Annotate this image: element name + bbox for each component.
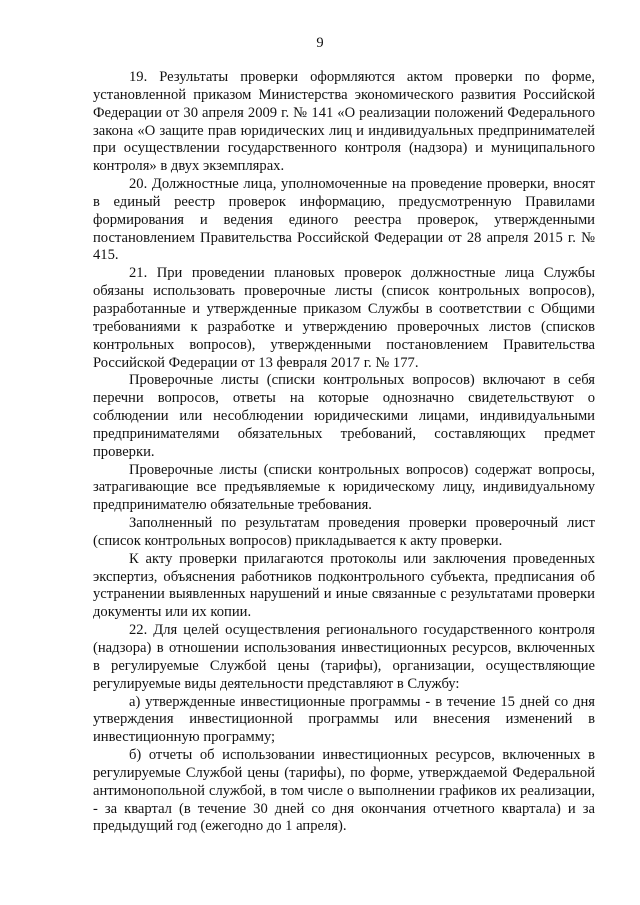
paragraph-21: 21. При проведении плановых проверок должностные лица Службы обязаны использовать проверочные листы (список контрольных вопросов), разработанные и утвержденные приказом Службы в соответствии с Общими требованиями к разработке и утверждению проверочных листов (списков контрольных вопросов), утвержденными постановлением Правительства Российской Федерации от 13 февраля 2017 г. № 177. — [93, 265, 595, 371]
paragraph-checklist-questions: Проверочные листы (списки контрольных вопросов) содержат вопросы, затрагивающие все предъявляемые к юридическому лицу, индивидуальному предпринимателю обязательные требования. — [93, 461, 595, 514]
paragraph-act-attachments: К акту проверки прилагаются протоколы или заключения проведенных экспертиз, объяснения работников подконтрольного субъекта, предписания об устранении выявленных нарушений и иные связанные с результатами проверки документы или их копии. — [93, 550, 595, 621]
paragraph-20: 20. Должностные лица, уполномоченные на проведение проверки, вносят в единый реестр проверок информацию, предусмотренную Правилами формирования и ведения единого реестра проверок, утвержденными постановлением Правительства Российской Федерации от 28 апреля 2015 г. № 415. — [93, 176, 595, 264]
paragraph-checklist-content: Проверочные листы (списки контрольных вопросов) включают в себя перечни вопросов, ответы на которые однозначно свидетельствуют о соблюдении или несоблюдении юридическими лицами, индивидуальными предпринимателями обязательных требований, составляющих предмет проверки. — [93, 372, 595, 460]
paragraph-22-a: а) утвержденные инвестиционные программы - в течение 15 дней со дня утверждения инвестиционной программы или внесения изменений в инвестиционную программу; — [93, 693, 595, 746]
page-number: 9 — [316, 35, 324, 51]
document-body — [93, 69, 595, 836]
paragraph-19: 19. Результаты проверки оформляются актом проверки по форме, установленной приказом Министерства экономического развития Российской Федерации от 30 апреля 2009 г. № 141 «О реализации положений Федерального закона «О защите прав юридических лиц и индивидуальных предпринимателей при осуществлении государственного контроля (надзора) и муниципального контроля» в двух экземплярах. — [93, 69, 595, 175]
paragraph-22: 22. Для целей осуществления регионального государственного контроля (надзора) в отношении использования инвестиционных ресурсов, включенных в регулируемые Службой цены (тарифы), организации, осуществляющие регулируемые виды деятельности представляют в Службу: — [93, 622, 595, 692]
paragraph-filled-checklist: Заполненный по результатам проведения проверки проверочный лист (список контрольных вопросов) прикладывается к акту проверки. — [93, 515, 595, 549]
paragraph-22-b: б) отчеты об использовании инвестиционных ресурсов, включенных в регулируемые Службой цены (тарифы), по форме, утверждаемой Федеральной антимонопольной службой, в том числе о выполнении графиков их реализации, - за квартал (в течение 30 дней со дня окончания отчетного квартала) и за предыдущий год (ежегодно до 1 апреля). — [93, 747, 595, 835]
